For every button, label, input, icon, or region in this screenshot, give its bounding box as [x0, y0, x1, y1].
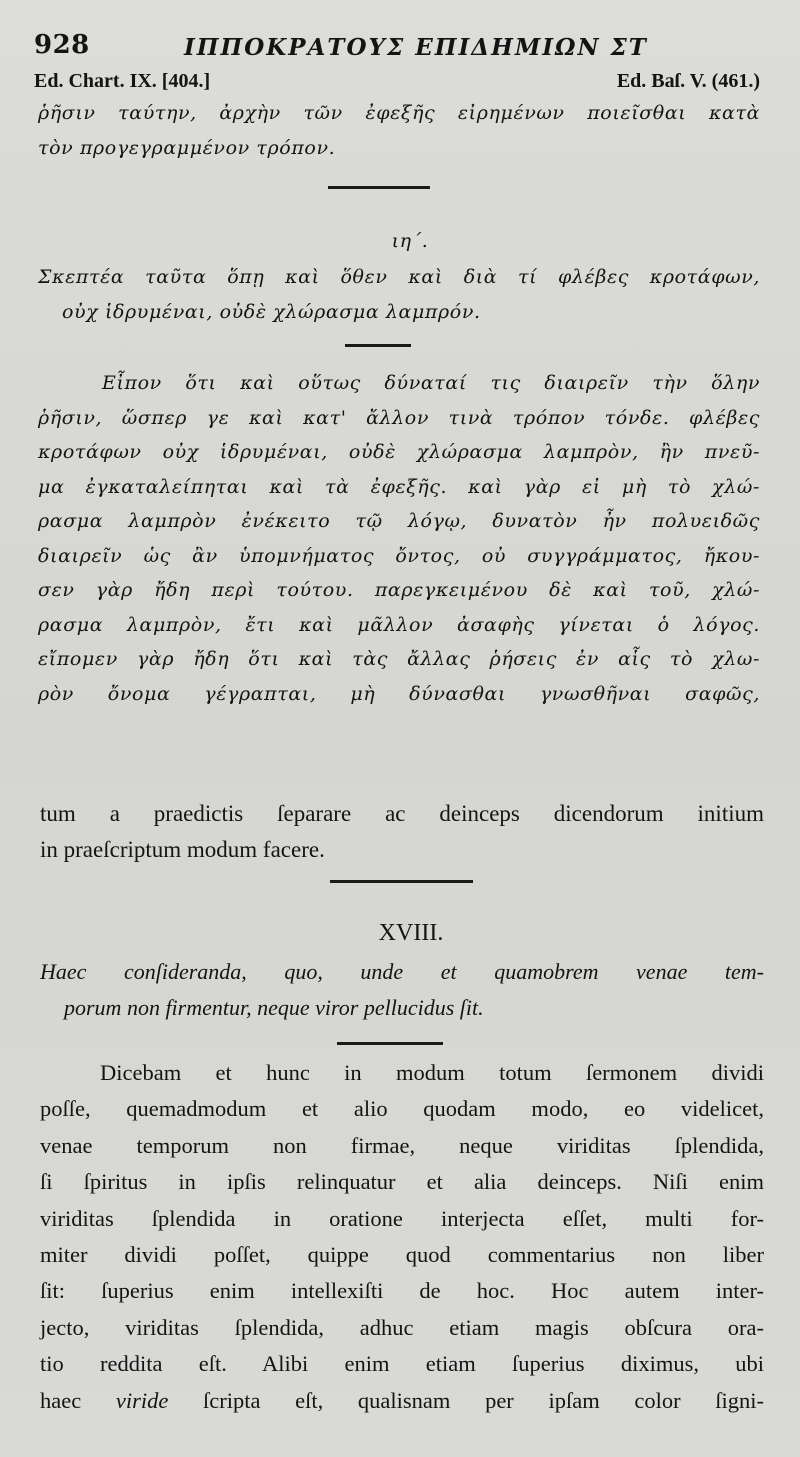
latin-italic-word: viride	[115, 1387, 169, 1413]
latin-lemma-line: Haec conſideranda, quo, unde et quamobrem venae tem-	[40, 959, 764, 984]
greek-commentary	[38, 366, 760, 711]
latin-lemma	[40, 954, 764, 1026]
edition-basel-reference: Ed. Baſ. V. (461.)	[616, 70, 760, 92]
greek-lemma	[38, 260, 760, 329]
running-head: ΙΠΠΟΚΡΑΤΟΥΣ ΕΠΙΔΗΜΙΩΝ ΣΤ	[184, 34, 648, 61]
latin-commentary-line: viriditas ſplendida in oratione interjecta eſſet, multi for-	[40, 1205, 764, 1231]
greek-commentary-line: εἴπομεν γὰρ ἤδη ὅτι καὶ τὰς ἄλλας ῥήσεις ἐν αἷς τὸ χλω-	[38, 648, 760, 670]
latin-commentary-line: poſſe, quemadmodum et alio quodam modo, eo videlicet,	[40, 1096, 764, 1122]
greek-intro-line: τὸν προγεγραμμένον τρόπον.	[38, 136, 336, 159]
greek-commentary-line: κροτάφων οὐχ ἱδρυμέναι, οὐδὲ χλώρασμα λαμπρὸν, ἢν πνεῦ-	[38, 441, 760, 463]
greek-intro-line: ῥῆσιν ταύτην, ἀρχὴν τῶν ἐφεξῆς εἰρημένων ποιεῖσθαι κατὰ	[38, 102, 760, 124]
latin-intro-line: tum a praedictis ſeparare ac deinceps dicendorum initium	[40, 801, 764, 826]
page-header	[34, 30, 766, 70]
greek-lemma-line: οὐχ ἱδρυμέναι, οὐδὲ χλώρασμα λαμπρόν.	[62, 300, 481, 323]
latin-intro-line: in praeſcriptum modum facere.	[40, 837, 325, 862]
latin-section-number	[0, 920, 800, 947]
edition-reference-row	[34, 70, 760, 98]
separator-rule	[328, 186, 430, 189]
greek-commentary-line: ρασμα λαμπρὸν ἐνέκειτο τῷ λόγῳ, δυνατὸν ἦν πολυειδῶς	[38, 510, 760, 532]
latin-commentary-line: miter dividi poſſet, quippe quod commentarius non liber	[40, 1242, 764, 1268]
greek-intro	[38, 96, 760, 165]
latin-lemma-line: porum non firmentur, neque viror pellucidus ſit.	[64, 995, 484, 1020]
separator-rule	[337, 1042, 443, 1045]
greek-commentary-line: ρασμα λαμπρὸν, ἔτι καὶ μᾶλλον ἀσαφὴς γίνεται ὁ λόγος.	[38, 613, 760, 636]
latin-commentary	[40, 1055, 764, 1419]
latin-section-label: XVIII.	[378, 920, 444, 946]
greek-commentary-line: σεν γὰρ ἤδη περὶ τούτου. παρεγκειμένου δὲ καὶ τοῦ, χλώ-	[38, 579, 760, 601]
greek-section-label: ιη΄.	[391, 230, 429, 252]
latin-commentary-line: tio reddita eſt. Alibi enim etiam ſuperius diximus, ubi	[40, 1351, 764, 1377]
greek-commentary-line: Εἶπον ὅτι καὶ οὕτως δύναταί τις διαιρεῖν τὴν ὅλην	[102, 372, 760, 394]
edition-chartier-reference: Ed. Chart. IX. [404.]	[34, 70, 211, 92]
greek-section-number	[0, 224, 800, 259]
separator-rule	[345, 344, 411, 347]
greek-commentary-line: διαιρεῖν ὡς ἂν ὑπομνήματος ὄντος, οὐ συγγράμματος, ἤκου-	[38, 544, 760, 567]
latin-commentary-last-line	[40, 1383, 764, 1419]
greek-commentary-line: ῥῆσιν, ὥσπερ γε καὶ κατ' ἄλλον τινὰ τρόπον τόνδε. φλέβες	[38, 406, 760, 429]
separator-rule	[330, 880, 473, 883]
latin-text-fragment: ſcripta eſt, qualisnam per ipſam color ſigni-	[168, 1387, 764, 1413]
latin-intro	[40, 796, 764, 868]
greek-commentary-line: ρὸν ὄνομα γέγραπται, μὴ δύνασθαι γνωσθῆναι σαφῶς,	[38, 682, 760, 705]
latin-commentary-line: ſi ſpiritus in ipſis relinquatur et alia deinceps. Niſi enim	[40, 1169, 764, 1195]
latin-commentary-line: Dicebam et hunc in modum totum ſermonem dividi	[100, 1060, 764, 1085]
latin-commentary-line: jecto, viriditas ſplendida, adhuc etiam magis obſcura ora-	[40, 1314, 764, 1340]
greek-commentary-line: μα ἐγκαταλείπηται καὶ τὰ ἐφεξῆς. καὶ γὰρ εἰ μὴ τὸ χλώ-	[38, 475, 760, 498]
latin-commentary-line: ſit: ſuperius enim intellexiſti de hoc. Hoc autem inter-	[40, 1278, 764, 1304]
latin-commentary-line: venae temporum non firmae, neque viriditas ſplendida,	[40, 1132, 764, 1158]
greek-lemma-line: Σκεπτέα ταῦτα ὅπῃ καὶ ὅθεν καὶ διὰ τί φλέβες κροτάφων,	[38, 266, 760, 288]
latin-text-fragment: haec	[40, 1387, 116, 1413]
page-number: 928	[34, 30, 90, 60]
